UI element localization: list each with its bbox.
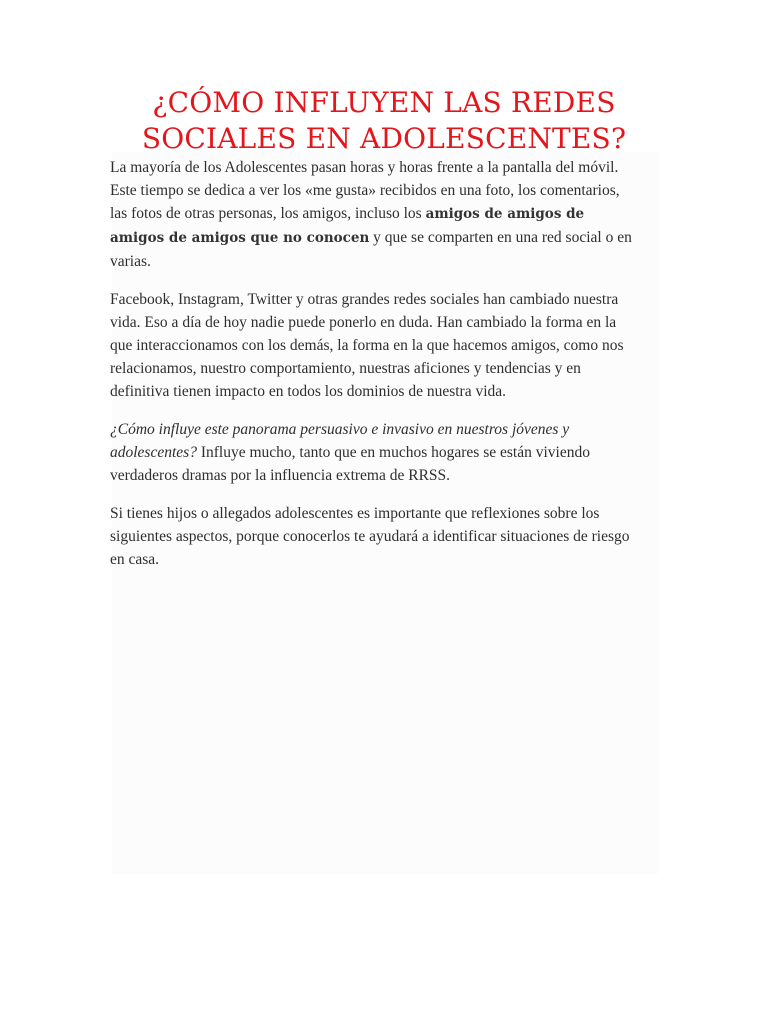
title-line-1: ¿CÓMO INFLUYEN LAS REDES (152, 86, 616, 119)
paragraph-3-text: Influye mucho, tanto que en muchos hogares se están viviendo verdaderos dramas por la influencia extrema de RRSS. (110, 444, 590, 484)
paragraph-1 (110, 156, 638, 273)
paragraph-2: Facebook, Instagram, Twitter y otras grandes redes sociales han cambiado nuestra vida. Eso a día de hoy nadie puede ponerlo en duda. Han cambiado la forma en la que interaccionamos con los demás, la forma en la que hacemos amigos, como nos relacionamos, nuestro comportamiento, nuestras aficiones y tendencias y en definitiva tienen impacto en todos los dominios de nuestra vida. (110, 291, 624, 400)
article-body (110, 156, 638, 586)
article-title (60, 85, 708, 157)
title-line-2: SOCIALES EN ADOLESCENTES? (141, 122, 627, 155)
paragraph-1-bold: amigos de amigos de amigos de amigos que no conocen (110, 206, 585, 246)
paragraph-1-text-a: La mayoría de los Adolescentes pasan horas y horas frente a la pantalla del móvil. Este tiempo se dedica a ver los «me gusta» recibidos en una foto, los comentarios, las fotos de otras personas, los amigos, incluso los (110, 159, 620, 222)
paragraph-4: Si tienes hijos o allegados adolescentes es importante que reflexiones sobre los siguientes aspectos, porque conocerlos te ayudará a identificar situaciones de riesgo en casa. (110, 505, 630, 568)
paragraph-3 (110, 418, 638, 487)
paragraph-1-text-b: y que se comparten en una red social o en varias. (110, 229, 632, 270)
paragraph-3-question: ¿Cómo influye este panorama persuasivo e invasivo en nuestros jóvenes y adolescentes? (110, 421, 570, 461)
